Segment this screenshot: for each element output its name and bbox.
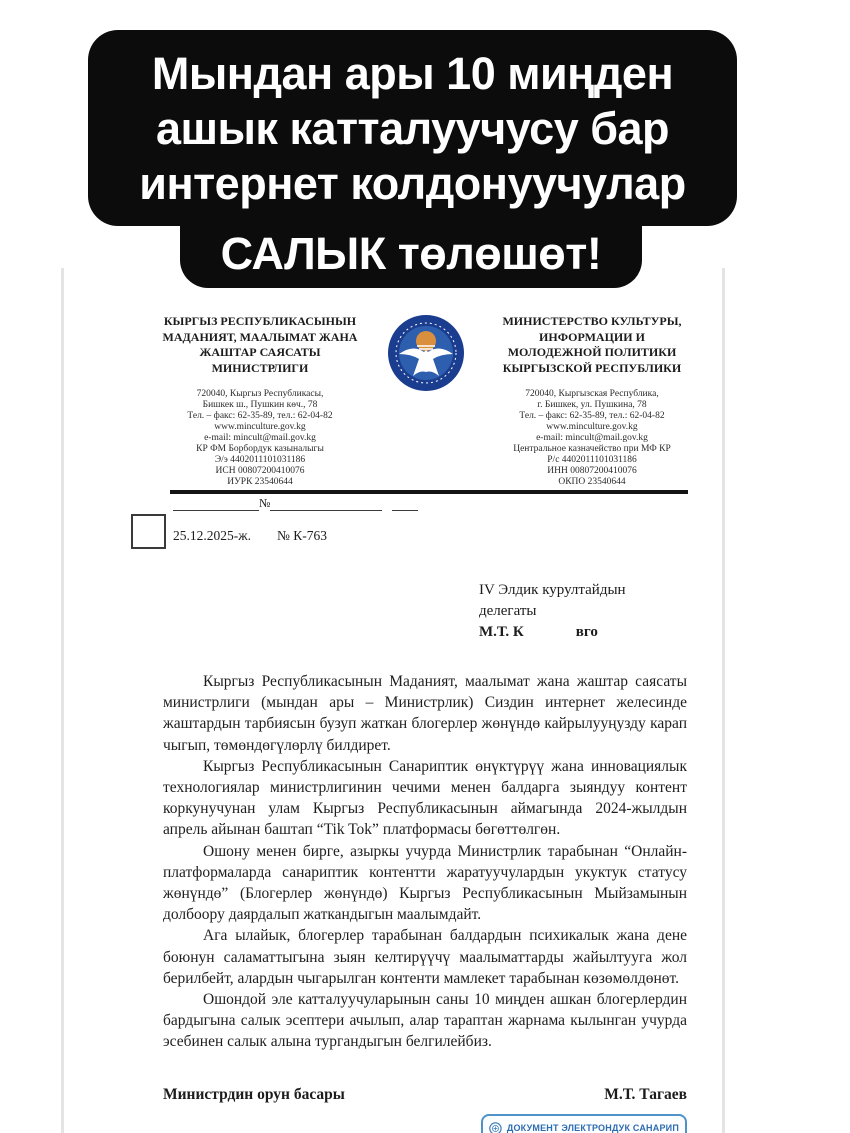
headline-line-1: Мындан ары 10 миңден: [151, 47, 674, 99]
addressee-name: М.Т. К вго: [479, 624, 598, 640]
body-paragraph: Ошону менен бирге, азыркы учурда Министрлик тарабынан “Онлайн-платформаларда санариптик контентти жаратуучулардын укуктук статусу жөнүндө” (Блогерлер жөнүндө) Кыргыз Республикасынын Мыйзамынын долбоору даярдалып жаткандыгын маалымдайт.: [163, 842, 687, 924]
body-paragraph: Ага ылайык, блогерлер тарабынан балдардын психикалык жана дене боюнун саламаттыгына зыян келтирүүчү маалыматтарды жайылтууга жол берилбейт, алардын чыгарылган контенти мамлекет тарабынан көзөмөлдөнөт.: [163, 927, 687, 987]
body-paragraph: Кыргыз Республикасынын Санариптик өнүктүрүү жана инновациялык технологиялар министрлигинин чечими менен балдарга зыяндуу контент коркунучунан улам Кыргыз Республикасынын аймагында 2024-жылдын апрель айынан баштап “Tik Tok” платформасы бөгөттөлгөн.: [163, 757, 687, 839]
body-paragraph: Ошондой эле катталуучуларынын саны 10 миңден ашкан блогерлердин бардыгына салык эсептери ачылып, алар тараптан жарнама кылынган учурда эсебинен салык алына тургандыгын белгилейбиз.: [163, 991, 687, 1051]
addressee-line-1: IV Элдик курултайдын: [479, 582, 626, 598]
addressee-line-2: делегаты: [479, 603, 537, 619]
headline-line-4: САЛЫК төлөшөт!: [220, 227, 602, 279]
reference-checkbox: [131, 514, 166, 549]
letterhead-right-column: [472, 314, 712, 488]
scan-page-left-edge: [61, 268, 64, 1133]
headline-tab-block: [180, 218, 642, 288]
letterhead-left-column: [140, 314, 380, 488]
stamp-label: ДОКУМЕНТ ЭЛЕКТРОНДУК САНАРИП: [506, 1123, 679, 1133]
letterhead-divider-rule: [170, 490, 688, 494]
headline-line-3: интернет колдонуучулар: [139, 157, 686, 209]
headline-line-2: ашык катталуучусу бар: [155, 102, 670, 154]
signatory-name: М.Т. Тагаев: [604, 1086, 687, 1103]
no-symbol: №: [259, 496, 271, 510]
reference-number-line: [173, 496, 418, 511]
scan-page-right-edge: [722, 268, 725, 1133]
letterhead-right-title: МИНИСТЕРСТВО КУЛЬТУРЫ, ИНФОРМАЦИИ И МОЛОДЕЖНОЙ ПОЛИТИКИ КЫРГЫЗСКОЙ РЕСПУБЛИКИ: [502, 314, 682, 375]
letterhead-left-details: 720040, Кыргыз Республикасы, Бишкек ш., Пушкин көч., 78 Тел. – факс: 62-35-89, тел.: 62-04-82 www.minculture.gov.kg e-mail: mincult@mail.gov.kg КР ФМ Борбордук казыналыгы Э/э 4402011101031186 ИСН 00807200410076 ИУРК 23540644: [187, 389, 333, 487]
letter-body: [163, 671, 687, 1053]
reference-date-row: [173, 528, 327, 544]
addressee-block: [479, 580, 626, 643]
signatory-title: Министрдин орун басары: [163, 1086, 345, 1103]
letter-number: № К-763: [276, 528, 327, 543]
ministry-seal-svg: [387, 314, 465, 392]
signature-row: [163, 1086, 687, 1104]
ministry-seal-icon: [386, 314, 466, 392]
letterhead-left-title: КЫРГЫЗ РЕСПУБЛИКАСЫНЫН МАДАНИЯТ, МААЛЫМАТ ЖАНА ЖАШТАР САЯСАТЫ МИНИСТРЛИГИ: [162, 314, 358, 375]
e-signature-stamp: [481, 1114, 687, 1133]
headline-block: [88, 30, 737, 226]
letterhead-right-details: 720040, Кыргызская Республика, г. Бишкек, ул. Пушкина, 78 Тел. – факс: 62-35-89, тел.: 62-04-82 www.minculture.gov.kg e-mail: mincult@mail.gov.kg Центральное казначейство при МФ КР Р/с 4402011101031186 ИНН 00807200410076 ОКПО 23540644: [513, 389, 671, 487]
body-paragraph: Кыргыз Республикасынын Маданият, маалымат жана жаштар саясаты министрлиги (мындан ары – Министрлик) Сиздин интернет желесинде жаштардын тарбиясын бузуп жаткан блогерлер жөнүндө кайрылууңузду карап чыгып, төмөндөгүлөрлү билдирет.: [163, 673, 687, 754]
letterhead: [140, 314, 712, 488]
stamp-seal-icon: [489, 1120, 502, 1133]
letter-date: 25.12.2025-ж.: [173, 528, 251, 543]
